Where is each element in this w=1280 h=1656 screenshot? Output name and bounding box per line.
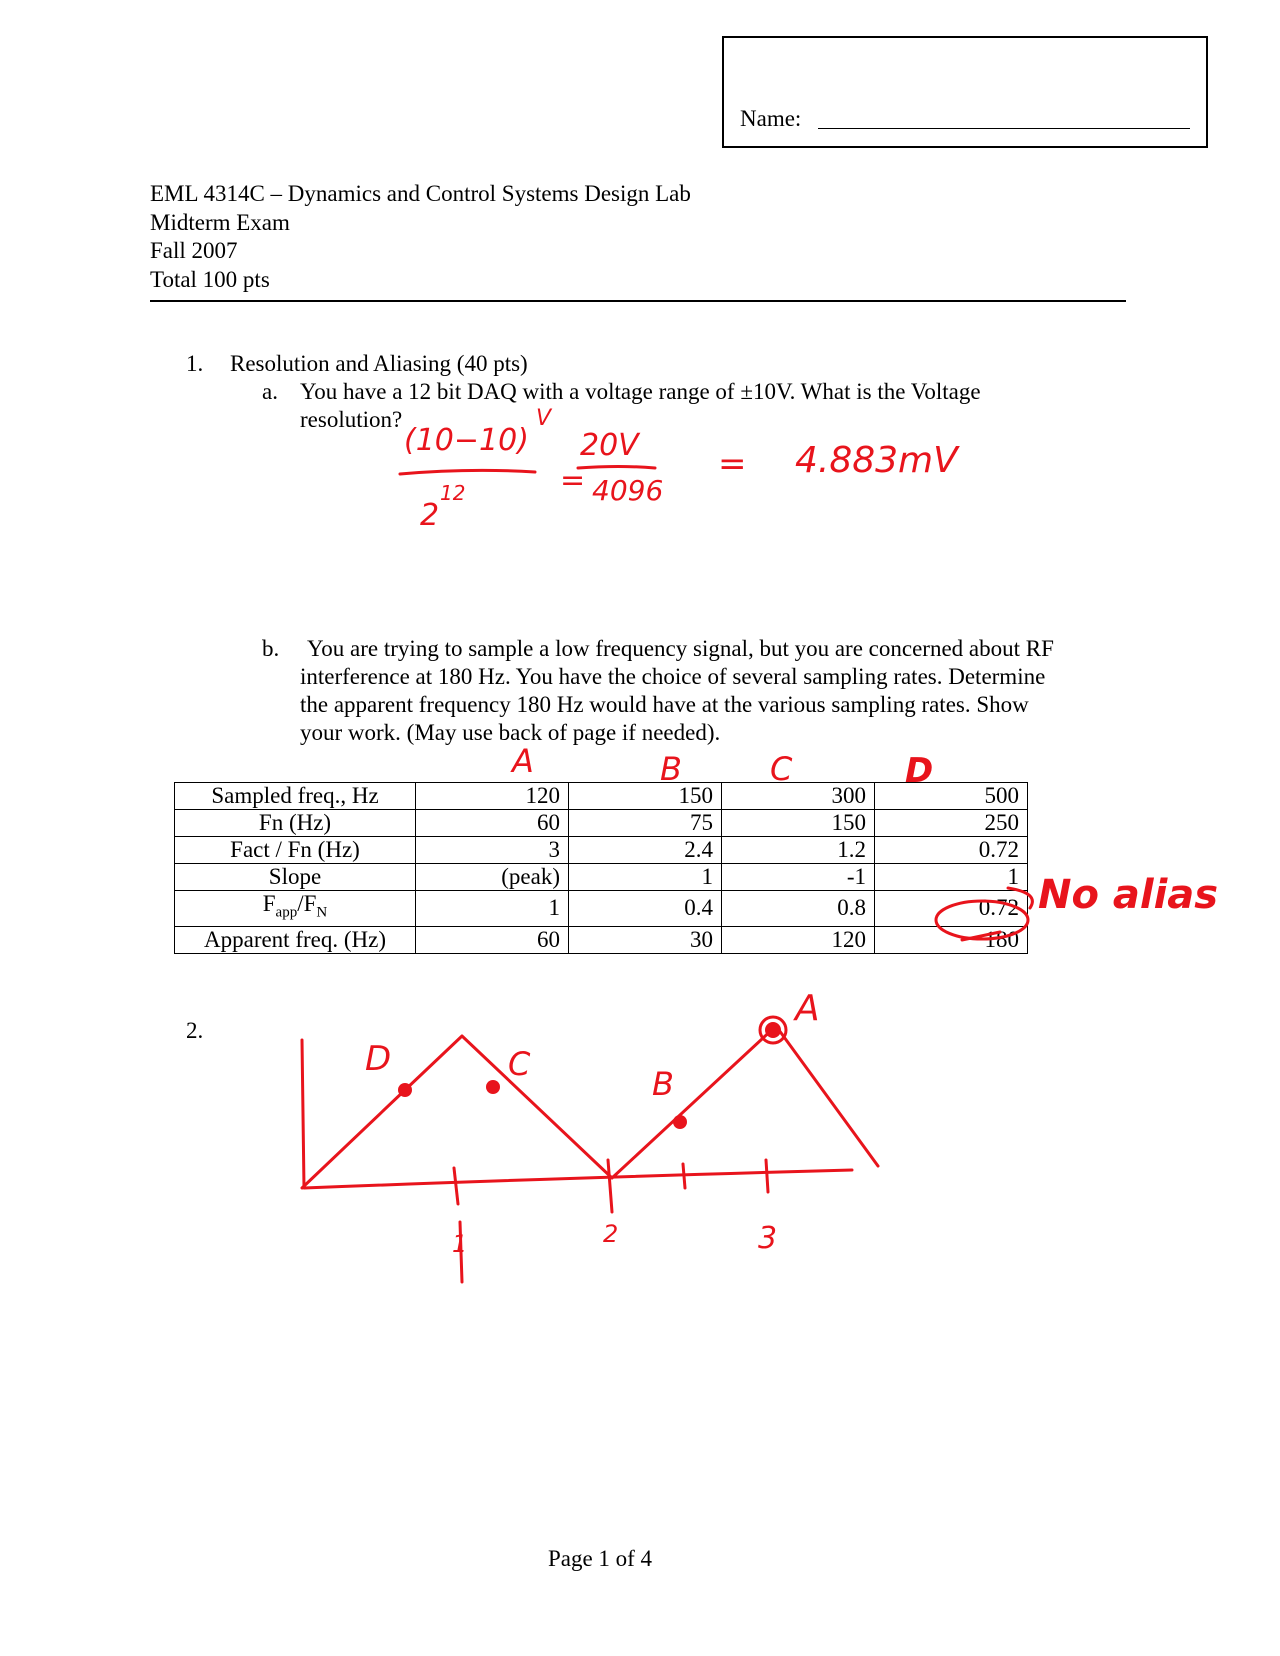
- table-cell: 1.2: [722, 837, 875, 864]
- row-label: Fn (Hz): [175, 810, 416, 837]
- q1a-line2: resolution?: [300, 407, 403, 432]
- point-d: [398, 1083, 412, 1097]
- q1b-line3: the apparent frequency 180 Hz would have at the various sampling rates. Show: [300, 692, 1029, 717]
- table-cell: 60: [416, 810, 569, 837]
- table-cell: 1: [569, 864, 722, 891]
- q1b-letter: b.: [262, 636, 280, 661]
- mid-numerator: 20V: [580, 428, 639, 463]
- q1b-line2: interference at 180 Hz. You have the choice of several sampling rates. Determine: [300, 664, 1046, 689]
- table-cell: 0.4: [569, 891, 722, 927]
- total-points: Total 100 pts: [150, 266, 270, 292]
- table-cell: 75: [569, 810, 722, 837]
- mid-denominator: 4096: [592, 474, 664, 507]
- plot-label-b: B: [652, 1065, 674, 1103]
- result-value: 4.883mV: [795, 440, 958, 481]
- row-label: Slope: [175, 864, 416, 891]
- point-b: [673, 1115, 687, 1129]
- table-cell: (peak): [416, 864, 569, 891]
- q2-number: 2.: [186, 1018, 204, 1043]
- table-cell: 0.72: [875, 891, 1028, 927]
- row-label: Fact / Fn (Hz): [175, 837, 416, 864]
- page-number: Page 1 of 4: [547, 1546, 653, 1571]
- row-label: Apparent freq. (Hz): [175, 926, 416, 953]
- column-letter-d: D: [905, 751, 934, 791]
- table-cell: 300: [722, 783, 875, 810]
- tick-mark-1: [454, 1168, 458, 1204]
- axis-tick-2: 2: [603, 1220, 619, 1248]
- column-letter-c: C: [770, 750, 793, 788]
- table-cell: 180: [875, 926, 1028, 953]
- table-cell: 2.4: [569, 837, 722, 864]
- tick-mark-4: [766, 1160, 768, 1192]
- column-letter-b: B: [660, 750, 682, 788]
- tick-mark-3: [683, 1164, 685, 1188]
- circle-annotation: [936, 901, 1028, 939]
- plot-label-c: C: [508, 1045, 531, 1083]
- table-cell: 120: [416, 783, 569, 810]
- plot-label-d: D: [365, 1039, 392, 1079]
- axis-tick-3: 3: [758, 1221, 778, 1256]
- q1b-line1: You are trying to sample a low frequency signal, but you are concerned about RF: [307, 636, 1054, 661]
- calc-numerator: (10−10): [404, 423, 529, 458]
- q1-title: Resolution and Aliasing (40 pts): [230, 351, 528, 376]
- term: Fall 2007: [150, 238, 238, 263]
- q1a-line1: You have a 12 bit DAQ with a voltage range of ±10V. What is the Voltage: [300, 379, 981, 404]
- table-cell: 1: [416, 891, 569, 927]
- course-title: EML 4314C – Dynamics and Control Systems Design Lab: [150, 181, 691, 206]
- fraction-bar-1: [400, 470, 535, 474]
- point-c: [486, 1080, 500, 1094]
- name-label: Name:: [740, 106, 802, 131]
- point-a: [765, 1022, 781, 1038]
- table-cell: 500: [875, 783, 1028, 810]
- table-cell: 0.8: [722, 891, 875, 927]
- equals-2: =: [718, 444, 747, 484]
- exam-name: Midterm Exam: [150, 209, 290, 235]
- no-alias-note: No alias: [1038, 872, 1219, 918]
- calc-exponent: 12: [440, 481, 466, 505]
- row-label: Sampled freq., Hz: [175, 783, 416, 810]
- tick-mark-2: [608, 1160, 612, 1212]
- row-label-sub-n: N: [316, 904, 328, 921]
- row-label-mid: /F: [297, 891, 317, 916]
- q1a-letter: a.: [262, 379, 278, 404]
- table-cell: 120: [722, 926, 875, 953]
- q1-number: 1.: [186, 351, 204, 376]
- table-cell: 250: [875, 810, 1028, 837]
- table-cell: 150: [569, 783, 722, 810]
- row-label-main: F: [262, 891, 276, 916]
- table-cell: 60: [416, 926, 569, 953]
- table-cell: 150: [722, 810, 875, 837]
- equals-1: =: [560, 463, 586, 498]
- calc-denominator: 2: [420, 498, 440, 533]
- calc-numerator-unit: V: [536, 406, 552, 431]
- table-cell: 3: [416, 837, 569, 864]
- axis-tick-1: 1: [452, 1230, 468, 1258]
- row-label-sub-app: app: [275, 904, 298, 921]
- column-letter-a: A: [512, 742, 534, 780]
- plot-label-a: A: [795, 988, 820, 1029]
- table-cell: 1: [875, 864, 1028, 891]
- table-cell: 0.72: [875, 837, 1028, 864]
- table-cell: -1: [722, 864, 875, 891]
- fraction-bar-2: [578, 467, 655, 469]
- table-cell: 30: [569, 926, 722, 953]
- q1b-line4: your work. (May use back of page if needed).: [300, 720, 721, 745]
